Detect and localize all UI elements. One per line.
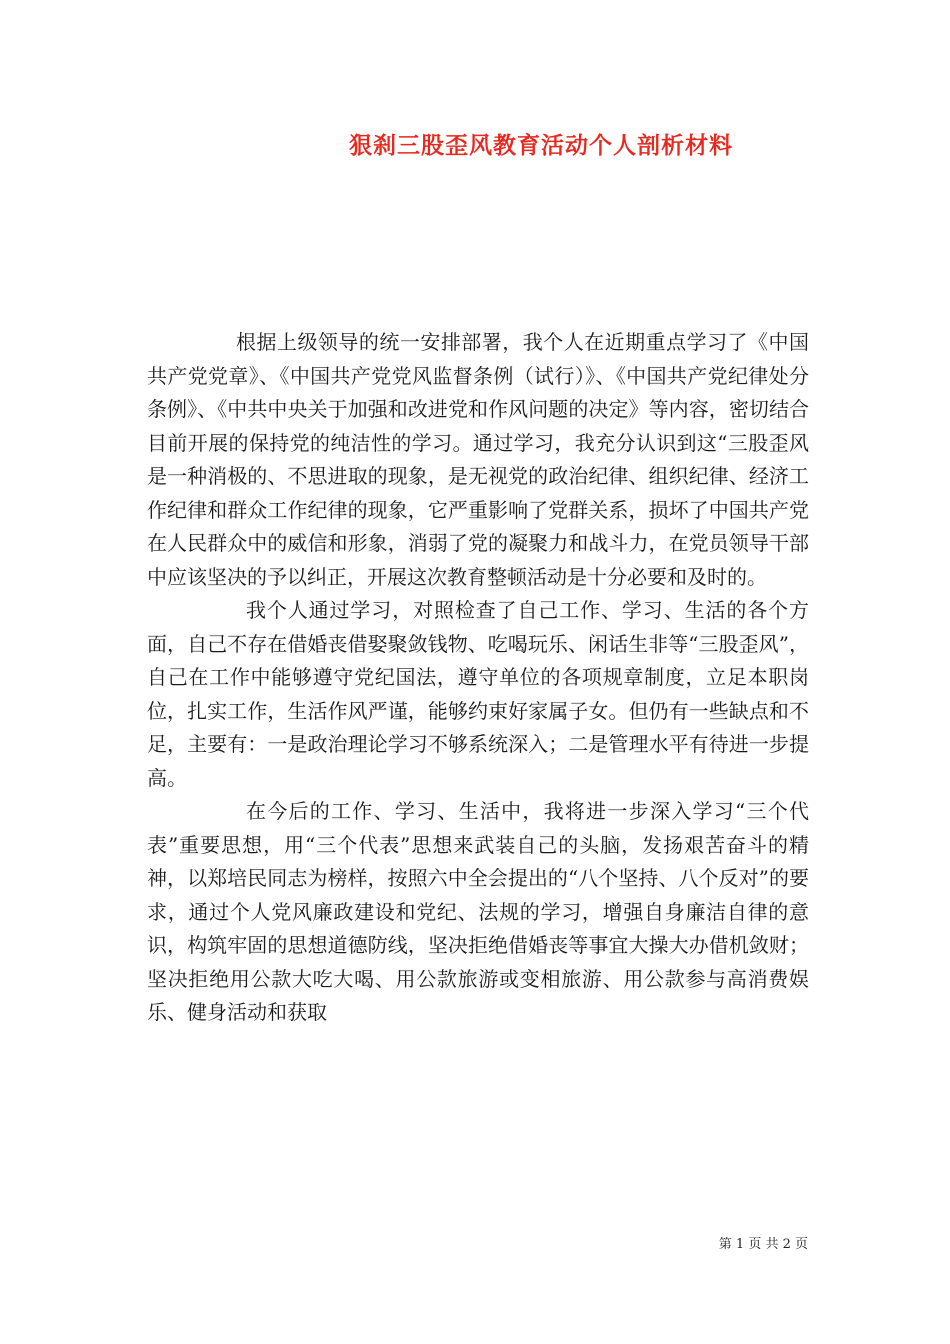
document-body xyxy=(147,326,809,1030)
document-title: 狠刹三股歪风教育活动个人剖析材料 xyxy=(349,132,733,159)
paragraph-2: 我个人通过学习，对照检查了自己工作、学习、生活的各个方面，自己不存在借婚丧借娶聚敛钱物、吃喝玩乐、闲话生非等“三股歪风”，自己在工作中能够遵守党纪国法，遵守单位的各项规章制度，立足本职岗位，扎实工作，生活作风严谨，能够约束好家属子女。但仍有一些缺点和不足，主要有：一是政治理论学习不够系统深入；二是管理水平有待进一步提高。 xyxy=(147,598,809,790)
page-number-footer: 第 1 页 共 2 页 xyxy=(718,1237,808,1252)
paragraph-1: 根据上级领导的统一安排部署，我个人在近期重点学习了《中国共产党党章》、《中国共产党党风监督条例（试行）》、《中国共产党纪律处分条例》、《中共中央关于加强和改进党和作风问题的决定》等内容，密切结合目前开展的保持党的纯洁性的学习。通过学习，我充分认识到这“三股歪风是一种消极的、不思进取的现象，是无视党的政治纪律、组织纪律、经济工作纪律和群众工作纪律的现象，它严重影响了党群关系，损坏了中国共产党在人民群众中的威信和形象，消弱了党的凝聚力和战斗力，在党员领导干部中应该坚决的予以纠正，开展这次教育整顿活动是十分必要和及时的。 xyxy=(147,330,809,589)
paragraph-3: 在今后的工作、学习、生活中，我将进一步深入学习“三个代表”重要思想，用“三个代表”思想来武装自己的头脑，发扬艰苦奋斗的精神，以郑培民同志为榜样，按照六中全会提出的“八个坚持、八个反对”的要求，通过个人党风廉政建设和党纪、法规的学习，增强自身廉洁自律的意识，构筑牢固的思想道德防线，坚决拒绝借婚丧等事宜大操大办借机敛财；坚决拒绝用公款大吃大喝、用公款旅游或变相旅游、用公款参与高消费娱乐、健身活动和获取 xyxy=(147,799,809,1024)
